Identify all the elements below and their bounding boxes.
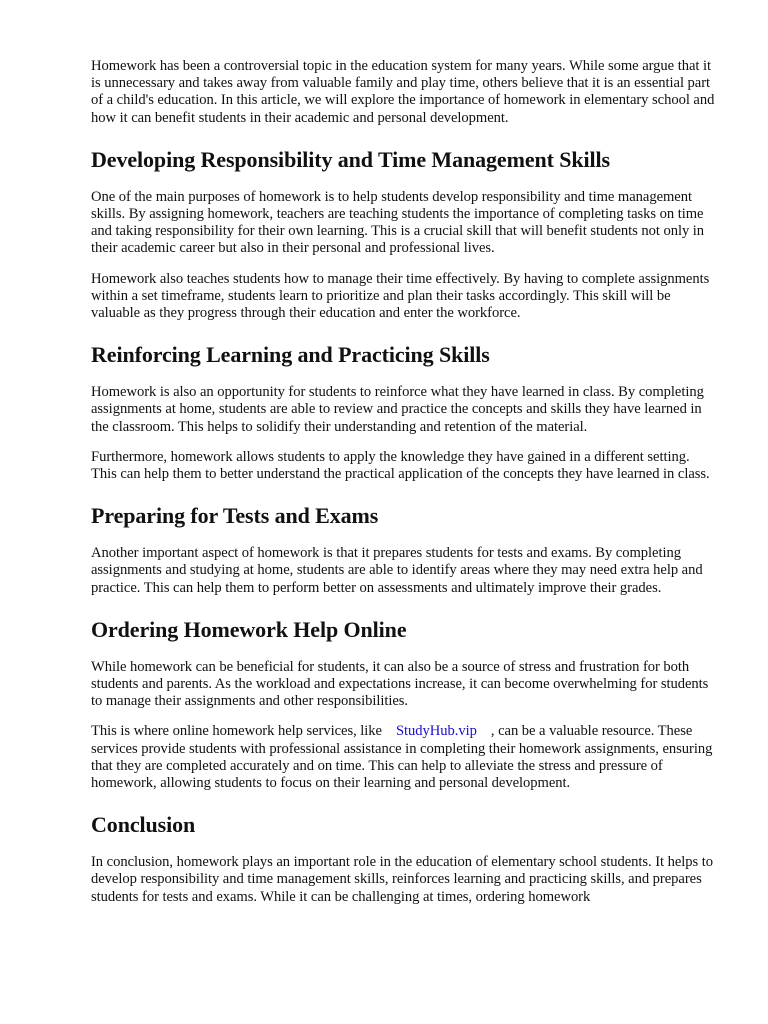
- section-reinforcing: [91, 342, 718, 483]
- section-paragraph: Another important aspect of homework is that it prepares students for tests and exams. By completing assignments and studying at home, students are able to identify areas where they may need extra help and practice. This can help them to perform better on assessments and ultimately improve their grades.: [91, 545, 703, 596]
- section-paragraph: One of the main purposes of homework is to help students develop responsibility and time management skills. By assigning homework, teachers are teaching students the importance of completing tasks on time and taking responsibility for their own learning. This is a crucial skill that will benefit students not only in their academic career but also in their personal and professional lives.: [91, 188, 705, 257]
- link-paragraph: [91, 723, 718, 792]
- section-paragraph: Homework is also an opportunity for students to reinforce what they have learned in class. By completing assignments at home, students are able to review and practice the concepts and skills they have learned in the classroom. This helps to solidify their understanding and retention of the material.: [91, 384, 704, 435]
- section-heading: Conclusion: [91, 812, 196, 838]
- link-paragraph-after: , can be a valuable resource. These services provide students with professional assistance in completing their homework assignments, ensuring that they are completed accurately and on time. This can help to alleviate the stress and pressure of homework, allowing students to focus on their learning and personal development.: [91, 723, 713, 792]
- link-paragraph-before: This is where online homework help services, like: [91, 723, 382, 740]
- section-paragraph: While homework can be beneficial for students, it can also be a source of stress and frustration for both students and parents. As the workload and expectations increase, it can become overwhelming for students to manage their assignments and other responsibilities.: [91, 658, 709, 710]
- section-ordering: [91, 617, 718, 792]
- section-conclusion: [91, 812, 718, 906]
- section-heading: Ordering Homework Help Online: [91, 616, 407, 642]
- intro-paragraph: Homework has been a controversial topic in the education system for many years. While some argue that it is unnecessary and takes away from valuable family and play time, others believe that it is an essential part of a child's education. In this article, we will explore the importance of homework in elementary school and how it can benefit students in their academic and personal development.: [91, 58, 715, 126]
- section-paragraph: Homework also teaches students how to manage their time effectively. By having to complete assignments within a set timeframe, students learn to prioritize and plan their tasks accordingly. This skill will be valuable as they progress through their education and enter the workforce.: [91, 270, 710, 322]
- studyhub-link[interactable]: StudyHub.vip: [395, 723, 477, 740]
- section-paragraph: Furthermore, homework allows students to apply the knowledge they have gained in a different setting. This can help them to better understand the practical application of the concepts they have learned in class.: [91, 448, 710, 483]
- section-heading: Preparing for Tests and Exams: [91, 503, 379, 529]
- section-tests: [91, 503, 718, 597]
- section-heading: Developing Responsibility and Time Management Skills: [91, 146, 611, 172]
- section-heading: Reinforcing Learning and Practicing Skills: [91, 342, 490, 368]
- section-responsibility: [91, 147, 718, 322]
- section-paragraph: In conclusion, homework plays an important role in the education of elementary school students. It helps to develop responsibility and time management skills, reinforces learning and practicing skills, and prepares students for tests and exams. While it can be challenging at times, ordering homework: [91, 854, 714, 905]
